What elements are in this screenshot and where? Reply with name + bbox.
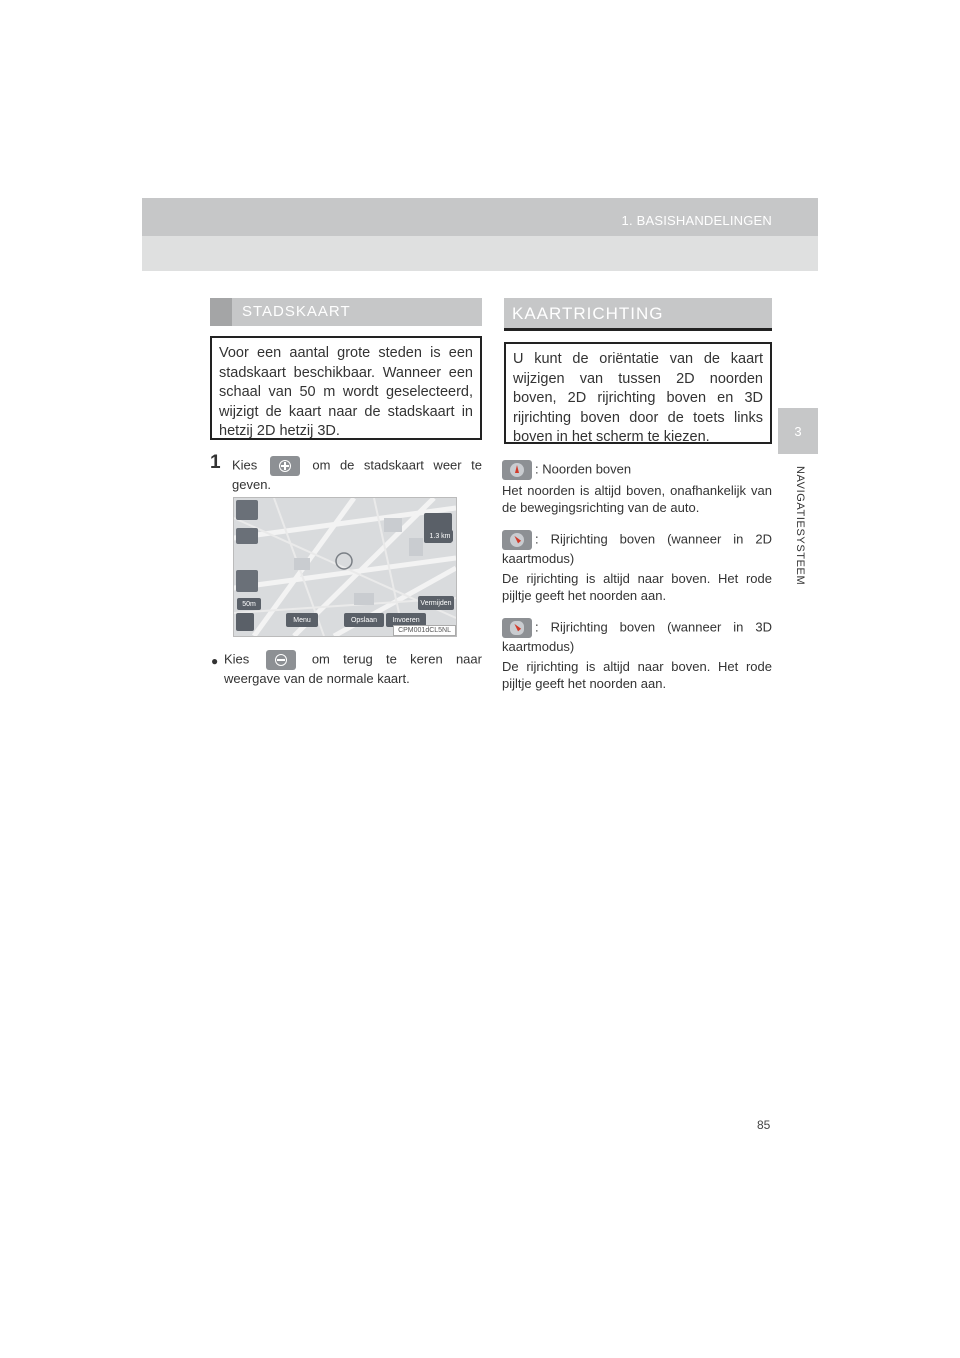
- kaartrichting-info-box: [504, 342, 772, 444]
- kaartrichting-heading-text: KAARTRICHTING: [512, 304, 664, 323]
- direction-item-desc: De rijrichting is altijd naar boven. Het rode pijltje geeft het noorden aan.: [502, 571, 772, 603]
- stadskaart-heading: [210, 298, 482, 326]
- step-text: [232, 456, 482, 493]
- map-menu-button: Menu: [286, 613, 318, 627]
- north-up-icon: [502, 460, 532, 480]
- chapter-tab: [778, 408, 818, 454]
- stadskaart-heading-text: STADSKAART: [242, 303, 351, 320]
- city-map-screenshot: [233, 497, 457, 637]
- bullet-marker: ●: [211, 654, 219, 668]
- step-text-before: Kies: [232, 457, 258, 473]
- chapter-side-label: NAVIGATIESYSTEEM: [794, 466, 806, 586]
- direction-item-desc: Het noorden is altijd boven, onafhankelijk van de bewegingsrichting van de auto.: [502, 483, 772, 515]
- direction-item-heading-up-3d: [502, 618, 772, 655]
- direction-item-label: : Rijrichting boven (wanneer in 3D kaartmodus): [502, 619, 772, 654]
- heading-marker: [210, 298, 232, 326]
- direction-item-label: : Rijrichting boven (wanneer in 2D kaartmodus): [502, 531, 772, 566]
- bullet-text-before: Kies: [224, 651, 250, 667]
- zoom-in-icon: [270, 456, 300, 476]
- map-scale-label: 50m: [237, 598, 261, 610]
- header-band: [142, 198, 818, 271]
- chapter-title: 1. BASISHANDELINGEN: [621, 213, 772, 228]
- direction-item-label: : Noorden boven: [535, 461, 632, 477]
- kaartrichting-heading: [504, 298, 772, 331]
- chapter-number: 3: [794, 423, 802, 439]
- page-number: 85: [757, 1118, 771, 1132]
- zoom-out-icon: [266, 650, 296, 670]
- bullet-text-after: om terug te keren naar weergave van de normale kaart.: [224, 651, 482, 686]
- map-opslaan-button: Opslaan: [344, 613, 384, 627]
- step-text-after: om de stadskaart weer te geven.: [232, 457, 482, 492]
- map-invoeren-button: Invoeren: [386, 613, 426, 627]
- stadskaart-info-text: Voor een aantal grote steden is een stadskaart beschikbaar. Wanneer een schaal van 50 m wordt geselecteerd, wijzigt de kaart naar de stadskaart in hetzij 2D hetzij 3D.: [219, 345, 473, 439]
- kaartrichting-info-text: U kunt de oriëntatie van de kaart wijzigen van tussen 2D noorden boven, 2D rijrichting boven en 3D rijrichting boven door de toets links boven in het scherm te kiezen.: [513, 351, 763, 445]
- map-vermijden-button: Vermijden: [418, 596, 454, 610]
- map-distance-label: 1.3 km: [427, 530, 453, 542]
- direction-item-north-up: [502, 460, 772, 480]
- stadskaart-info-box: [210, 336, 482, 440]
- bullet-text: [224, 650, 482, 687]
- direction-item-desc: De rijrichting is altijd naar boven. Het rode pijltje geeft het noorden aan.: [502, 659, 772, 691]
- heading-up-3d-icon: [502, 618, 532, 638]
- header-bar: [142, 198, 818, 236]
- direction-item-heading-up-2d: [502, 530, 772, 567]
- map-caption: CPM001dCL5NL: [393, 625, 456, 636]
- heading-up-2d-icon: [502, 530, 532, 550]
- step-number: 1: [210, 452, 221, 473]
